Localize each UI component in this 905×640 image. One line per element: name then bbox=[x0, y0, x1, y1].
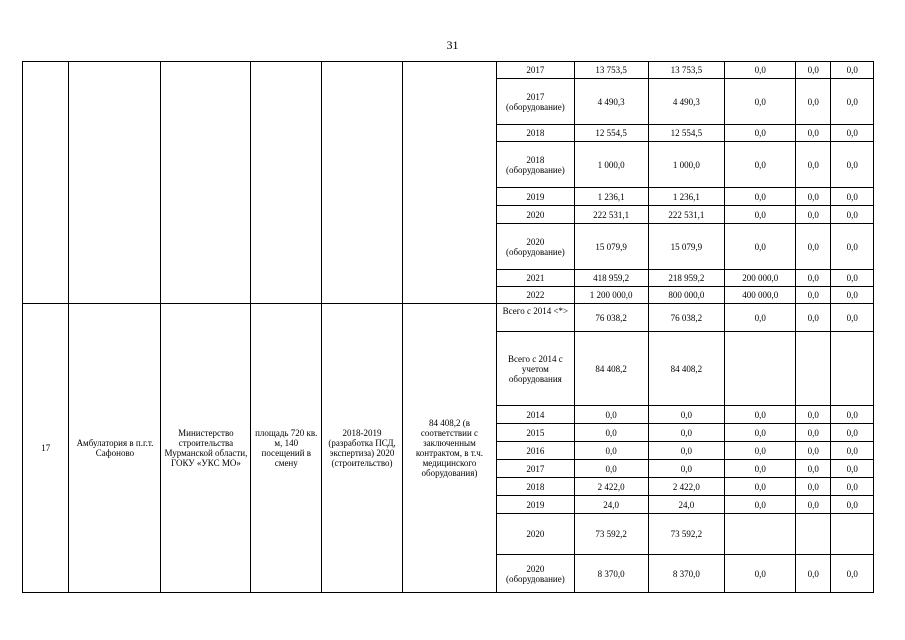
year-cell: 2019 bbox=[496, 496, 574, 514]
value-cell: 0,0 bbox=[648, 406, 725, 424]
value-cell: 0,0 bbox=[725, 125, 796, 142]
value-cell: 0,0 bbox=[796, 188, 831, 206]
entry-object-cell: Амбулатория в п.г.т. Сафоново bbox=[69, 304, 161, 593]
empty-cost-cell bbox=[402, 62, 496, 304]
value-cell: 4 490,3 bbox=[648, 79, 725, 125]
value-cell: 0,0 bbox=[725, 406, 796, 424]
value-cell: 1 000,0 bbox=[648, 142, 725, 188]
year-cell: 2022 bbox=[496, 287, 574, 304]
value-cell: 0,0 bbox=[831, 478, 874, 496]
value-cell: 0,0 bbox=[831, 304, 874, 332]
value-cell: 15 079,9 bbox=[648, 224, 725, 270]
value-cell: 0,0 bbox=[831, 424, 874, 442]
value-cell: 0,0 bbox=[648, 460, 725, 478]
total-cell: 1 000,0 bbox=[574, 142, 648, 188]
empty-object-cell bbox=[69, 62, 161, 304]
total-cell: 1 200 000,0 bbox=[574, 287, 648, 304]
empty-number-cell bbox=[23, 62, 69, 304]
value-cell: 0,0 bbox=[796, 442, 831, 460]
entry-period-cell: 2018-2019 (разработка ПСД, экспертиза) 2020 (строительство) bbox=[322, 304, 403, 593]
year-cell: 2018 (оборудование) bbox=[496, 142, 574, 188]
empty-period-cell bbox=[322, 62, 403, 304]
year-cell: 2021 bbox=[496, 270, 574, 287]
value-cell: 0,0 bbox=[831, 287, 874, 304]
value-cell: 84 408,2 bbox=[648, 332, 725, 406]
value-cell: 0,0 bbox=[725, 62, 796, 79]
total-cell: 8 370,0 bbox=[574, 555, 648, 593]
value-cell bbox=[831, 332, 874, 406]
value-cell: 73 592,2 bbox=[648, 514, 725, 555]
value-cell: 0,0 bbox=[831, 224, 874, 270]
total-cell: 0,0 bbox=[574, 406, 648, 424]
value-cell: 0,0 bbox=[796, 270, 831, 287]
value-cell: 800 000,0 bbox=[648, 287, 725, 304]
year-cell: 2019 bbox=[496, 188, 574, 206]
table-row bbox=[23, 62, 874, 79]
value-cell: 0,0 bbox=[831, 79, 874, 125]
value-cell: 0,0 bbox=[831, 406, 874, 424]
value-cell: 0,0 bbox=[796, 287, 831, 304]
value-cell: 0,0 bbox=[831, 206, 874, 224]
value-cell: 0,0 bbox=[725, 424, 796, 442]
value-cell bbox=[831, 514, 874, 555]
year-cell: 2017 (оборудование) bbox=[496, 79, 574, 125]
value-cell: 0,0 bbox=[725, 496, 796, 514]
year-cell: 2017 bbox=[496, 62, 574, 79]
total-cell: 418 959,2 bbox=[574, 270, 648, 287]
value-cell: 0,0 bbox=[725, 555, 796, 593]
value-cell: 76 038,2 bbox=[648, 304, 725, 332]
value-cell: 0,0 bbox=[648, 424, 725, 442]
total-cell: 1 236,1 bbox=[574, 188, 648, 206]
value-cell: 0,0 bbox=[796, 406, 831, 424]
value-cell: 0,0 bbox=[796, 555, 831, 593]
total-cell: 2 422,0 bbox=[574, 478, 648, 496]
year-cell: 2018 bbox=[496, 478, 574, 496]
total-cell: 24,0 bbox=[574, 496, 648, 514]
total-cell: 222 531,1 bbox=[574, 206, 648, 224]
value-cell: 24,0 bbox=[648, 496, 725, 514]
value-cell: 0,0 bbox=[725, 188, 796, 206]
value-cell: 0,0 bbox=[796, 460, 831, 478]
value-cell: 0,0 bbox=[796, 206, 831, 224]
value-cell: 0,0 bbox=[831, 460, 874, 478]
value-cell: 200 000,0 bbox=[725, 270, 796, 287]
value-cell: 0,0 bbox=[831, 555, 874, 593]
year-cell: 2020 bbox=[496, 206, 574, 224]
value-cell: 0,0 bbox=[725, 224, 796, 270]
value-cell bbox=[725, 514, 796, 555]
entry-cost-cell: 84 408,2 (в соответствии с заключенным контрактом, в т.ч. медицинского оборудования) bbox=[402, 304, 496, 593]
value-cell: 0,0 bbox=[831, 442, 874, 460]
value-cell bbox=[725, 332, 796, 406]
page-number: 31 bbox=[446, 38, 459, 52]
value-cell: 0,0 bbox=[725, 304, 796, 332]
year-cell: 2018 bbox=[496, 125, 574, 142]
value-cell: 2 422,0 bbox=[648, 478, 725, 496]
value-cell: 0,0 bbox=[725, 478, 796, 496]
value-cell: 0,0 bbox=[796, 125, 831, 142]
year-cell: Всего с 2014 <*> bbox=[496, 304, 574, 332]
year-cell: 2017 bbox=[496, 460, 574, 478]
value-cell: 8 370,0 bbox=[648, 555, 725, 593]
entry-capacity-cell: площадь 720 кв. м, 140 посещений в смену bbox=[251, 304, 322, 593]
empty-customer-cell bbox=[161, 62, 251, 304]
total-cell: 76 038,2 bbox=[574, 304, 648, 332]
value-cell: 0,0 bbox=[831, 142, 874, 188]
year-cell: 2020 (оборудование) bbox=[496, 555, 574, 593]
investment-table bbox=[22, 61, 874, 593]
value-cell: 0,0 bbox=[796, 142, 831, 188]
value-cell: 12 554,5 bbox=[648, 125, 725, 142]
value-cell: 0,0 bbox=[831, 496, 874, 514]
total-cell: 73 592,2 bbox=[574, 514, 648, 555]
value-cell: 0,0 bbox=[725, 442, 796, 460]
value-cell bbox=[796, 332, 831, 406]
value-cell: 0,0 bbox=[648, 442, 725, 460]
value-cell: 0,0 bbox=[831, 125, 874, 142]
value-cell: 218 959,2 bbox=[648, 270, 725, 287]
year-cell: 2020 (оборудование) bbox=[496, 224, 574, 270]
value-cell: 222 531,1 bbox=[648, 206, 725, 224]
total-cell: 84 408,2 bbox=[574, 332, 648, 406]
value-cell bbox=[796, 514, 831, 555]
value-cell: 1 236,1 bbox=[648, 188, 725, 206]
total-cell: 0,0 bbox=[574, 424, 648, 442]
total-cell: 0,0 bbox=[574, 460, 648, 478]
year-cell: 2014 bbox=[496, 406, 574, 424]
value-cell: 0,0 bbox=[796, 304, 831, 332]
value-cell: 0,0 bbox=[796, 424, 831, 442]
value-cell: 0,0 bbox=[725, 206, 796, 224]
value-cell: 0,0 bbox=[831, 270, 874, 287]
value-cell: 0,0 bbox=[796, 62, 831, 79]
value-cell: 0,0 bbox=[831, 188, 874, 206]
entry-customer-cell: Министерство строительства Мурманской области, ГОКУ «УКС МО» bbox=[161, 304, 251, 593]
value-cell: 0,0 bbox=[796, 496, 831, 514]
value-cell: 0,0 bbox=[796, 478, 831, 496]
table-row bbox=[23, 304, 874, 332]
value-cell: 0,0 bbox=[725, 79, 796, 125]
value-cell: 0,0 bbox=[725, 142, 796, 188]
value-cell: 400 000,0 bbox=[725, 287, 796, 304]
value-cell: 0,0 bbox=[831, 62, 874, 79]
year-cell: 2020 bbox=[496, 514, 574, 555]
entry-number-cell: 17 bbox=[23, 304, 69, 593]
value-cell: 13 753,5 bbox=[648, 62, 725, 79]
total-cell: 12 554,5 bbox=[574, 125, 648, 142]
value-cell: 0,0 bbox=[725, 460, 796, 478]
empty-capacity-cell bbox=[251, 62, 322, 304]
year-cell: 2016 bbox=[496, 442, 574, 460]
year-cell: Всего с 2014 с учетом оборудования bbox=[496, 332, 574, 406]
year-cell: 2015 bbox=[496, 424, 574, 442]
total-cell: 4 490,3 bbox=[574, 79, 648, 125]
total-cell: 13 753,5 bbox=[574, 62, 648, 79]
total-cell: 0,0 bbox=[574, 442, 648, 460]
total-cell: 15 079,9 bbox=[574, 224, 648, 270]
value-cell: 0,0 bbox=[796, 79, 831, 125]
value-cell: 0,0 bbox=[796, 224, 831, 270]
